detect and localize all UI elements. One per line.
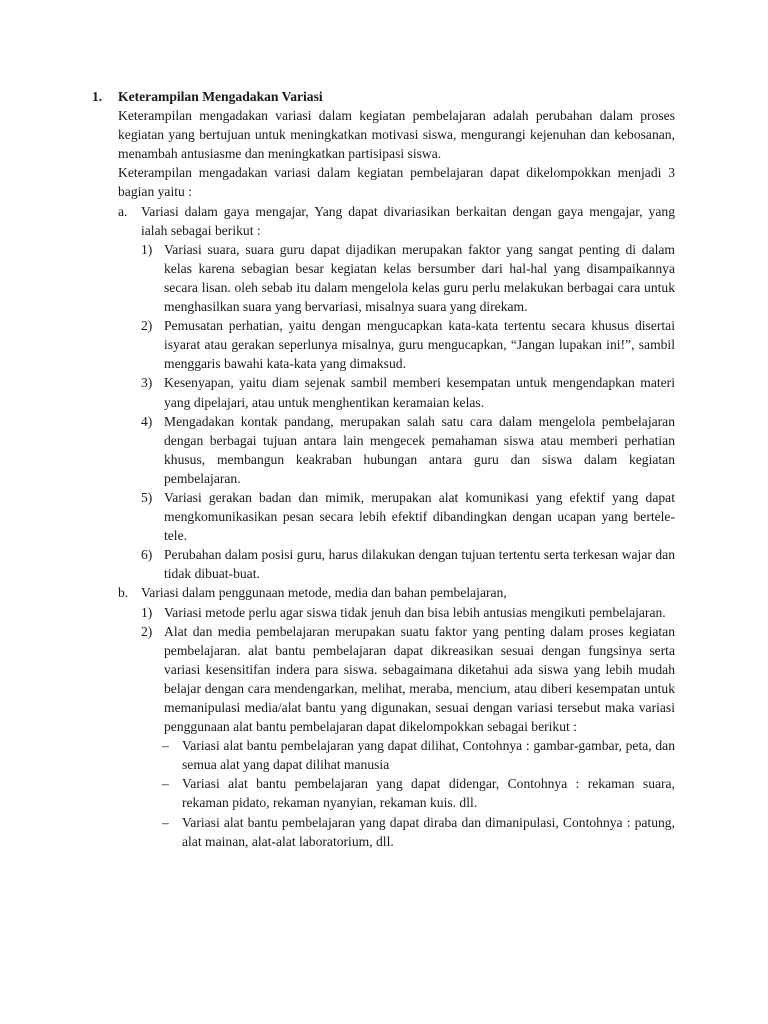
part-b-text: Variasi dalam penggunaan metode, media dan bahan pembelajaran,: [141, 585, 507, 601]
list-item-text: Alat dan media pembelajaran merupakan suatu faktor yang penting dalam proses kegiatan pembelajaran. alat bantu pembelajaran dapat dikreasikan sesuai dengan fungsinya serta variasi kesensitifan indera para siswa. sebagaimana diketahui ada siswa yang lebih mudah belajar dengan cara mendengarkan, melihat, meraba, mencium, atau diberi kesempatan untuk memanipulasi media/alat bantu yang digunakan, sesuai dengan variasi tersebut maka variasi penggunaan alat bantu pembelajaran dapat dikelompokkan sebagai berikut :: [164, 623, 675, 735]
list-item: [0, 316, 768, 373]
part-a-marker: a.: [118, 203, 128, 219]
list-item: [0, 373, 768, 411]
list-item: [0, 412, 768, 488]
document-body: [0, 87, 768, 851]
list-item-marker: 1): [141, 604, 153, 620]
list-item-text: Variasi gerakan badan dan mimik, merupakan alat komunikasi yang efektif yang dapat mengkomunikasikan pesan secara lebih efektif dibandingkan dengan ucapan yang bertele-tele.: [164, 489, 675, 544]
dash-item: [0, 813, 768, 851]
dash-item-text: Variasi alat bantu pembelajaran yang dapat didengar, Contohnya : rekaman suara, rekaman pidato, rekaman nyanyian, rekaman kuis. dll.: [182, 776, 675, 811]
list-item-text: Pemusatan perhatian, yaitu dengan mengucapkan kata-kata tertentu secara khusus disertai isyarat atau gerakan seperlunya misalnya, guru mengucapkan, “Jangan lupakan ini!”, sambil menggaris bawahi kata-kata yang dimaksud.: [164, 318, 675, 372]
dash-marker: –: [162, 814, 169, 830]
list-item-text: Perubahan dalam posisi guru, harus dilakukan dengan tujuan tertentu serta terkesan wajar dan tidak dibuat-buat.: [164, 547, 675, 582]
list-item-text: Variasi metode perlu agar siswa tidak jenuh dan bisa lebih antusias mengikuti pembelajaran.: [164, 604, 666, 620]
list-item-text: Mengadakan kontak pandang, merupakan salah satu cara dalam mengelola pembelajaran dengan berbagai tujuan antara lain mengecek pemahaman siswa atau memberi perhatian khusus, membangun keakraban hubungan antara guru dan siswa dalam kegiatan pembelajaran.: [164, 413, 675, 486]
part-a-text: Variasi dalam gaya mengajar, Yang dapat divariasikan berkaitan dengan gaya mengajar, yang ialah sebagai berikut :: [141, 203, 675, 238]
list-item: [0, 603, 768, 622]
list-item-text: Variasi suara, suara guru dapat dijadikan merupakan faktor yang sangat penting di dalam kelas karena sebagian besar kegiatan kelas bersumber dari hal-hal yang disampaikannya secara lisan. oleh sebab itu dalam mengelola kelas guru perlu melakukan berbagai cara untuk menghasilkan suara yang bervariasi, misalnya suara yang direkam.: [164, 241, 675, 315]
part-b: [0, 583, 768, 602]
dash-item: [0, 736, 768, 774]
dash-marker: –: [162, 776, 169, 792]
list-item-marker: 2): [141, 318, 153, 334]
list-item: [0, 240, 768, 316]
section-heading: [0, 87, 768, 106]
list-item-marker: 5): [141, 489, 153, 505]
list-item-marker: 3): [141, 375, 153, 391]
dash-item-text: Variasi alat bantu pembelajaran yang dapat dilihat, Contohnya : gambar-gambar, peta, dan semua alat yang dapat dilihat manusia: [182, 738, 675, 773]
dash-item: [0, 774, 768, 812]
part-a: [0, 202, 768, 240]
list-item-marker: 2): [141, 623, 153, 639]
list-item-marker: 1): [141, 241, 153, 257]
list-item-marker: 6): [141, 547, 153, 563]
list-item-marker: 4): [141, 413, 153, 429]
list-item: [0, 488, 768, 545]
list-item: [0, 545, 768, 583]
intro-paragraph-1: Keterampilan mengadakan variasi dalam kegiatan pembelajaran adalah perubahan dalam proses kegiatan yang bertujuan untuk meningkatkan motivasi siswa, mengurangi kejenuhan dan kebosanan, menambah antusiasme dan meningkatkan partisipasi siswa.: [118, 108, 675, 162]
list-item: [0, 622, 768, 737]
dash-marker: –: [162, 738, 169, 754]
list-item-text: Kesenyapan, yaitu diam sejenak sambil memberi kesempatan untuk mengendapkan materi yang dipelajari, atau untuk menghentikan keramaian kelas.: [164, 375, 675, 410]
section-title: Keterampilan Mengadakan Variasi: [118, 89, 323, 104]
dash-item-text: Variasi alat bantu pembelajaran yang dapat diraba dan dimanipulasi, Contohnya : patung, alat mainan, alat-alat laboratorium, dll.: [182, 814, 675, 849]
intro-paragraph-2: Keterampilan mengadakan variasi dalam kegiatan pembelajaran dapat dikelompokkan menjadi 3 bagian yaitu :: [118, 165, 675, 200]
section-number: 1.: [92, 89, 103, 104]
part-b-marker: b.: [118, 585, 129, 601]
